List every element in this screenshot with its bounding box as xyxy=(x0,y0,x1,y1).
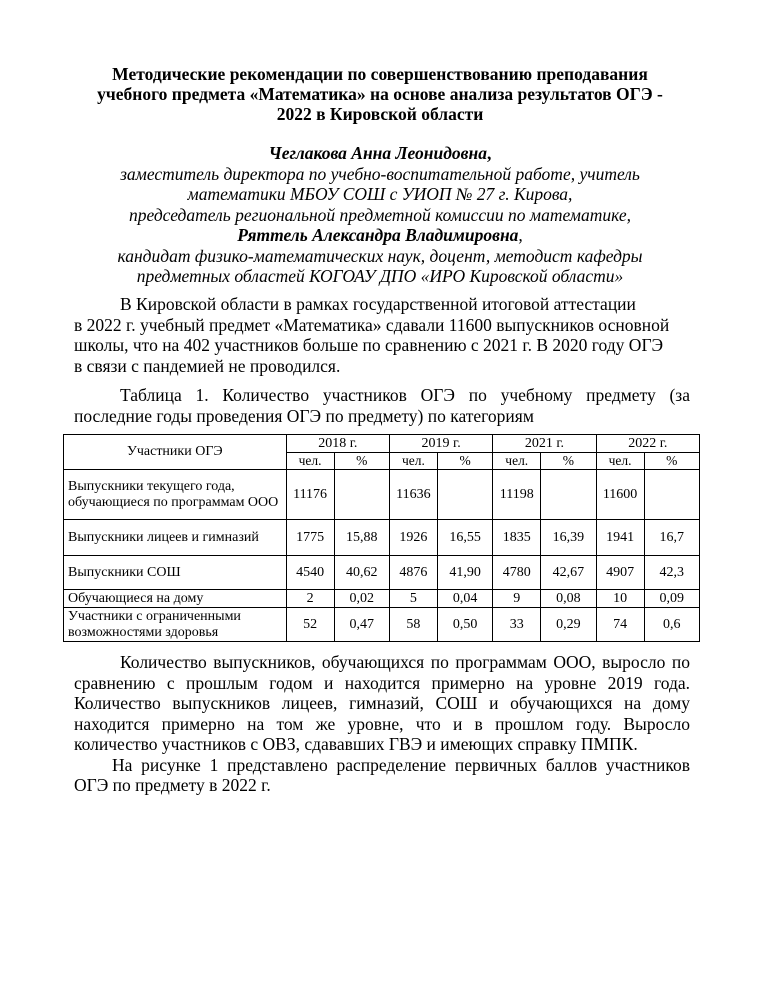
subheader-pct: % xyxy=(437,453,492,470)
table-header-row xyxy=(64,435,700,453)
cell: 0,02 xyxy=(334,590,389,608)
header-year: 2019 г. xyxy=(389,435,492,453)
cell: 11636 xyxy=(389,470,437,520)
header-year: 2021 г. xyxy=(493,435,596,453)
cell: 2 xyxy=(286,590,334,608)
intro-paragraph xyxy=(74,294,690,376)
cell: 15,88 xyxy=(334,520,389,556)
text-line: в связи с пандемией не проводился. xyxy=(74,355,341,376)
table-caption xyxy=(74,385,690,426)
cell: 0,08 xyxy=(541,590,596,608)
author-name-line xyxy=(70,225,690,246)
row-label: Выпускники СОШ xyxy=(64,556,287,590)
text-line: сравнению с прошлым годом и находится примерно на уровне 2019 года. xyxy=(74,672,690,693)
subheader-pct: % xyxy=(334,453,389,470)
author-affiliation: математики МБОУ СОШ с УИОП № 27 г. Кирова, xyxy=(187,184,573,204)
subheader-count: чел. xyxy=(286,453,334,470)
cell: 1835 xyxy=(493,520,541,556)
cell: 0,29 xyxy=(541,608,596,642)
author-name: Ряттель Александра Владимировна xyxy=(237,225,519,245)
header-year: 2018 г. xyxy=(286,435,389,453)
cell: 0,50 xyxy=(437,608,492,642)
cell: 4876 xyxy=(389,556,437,590)
table-row xyxy=(64,520,700,556)
author-affiliation: заместитель директора по учебно-воспитательной работе, учитель xyxy=(120,163,640,184)
authors-block xyxy=(70,143,690,287)
text-line: Таблица 1. Количество участников ОГЭ по учебному предмету (за xyxy=(120,385,690,405)
text-line: в 2022 г. учебный предмет «Математика» сдавали 11600 выпускников основной xyxy=(74,314,670,335)
cell xyxy=(437,470,492,520)
cell: 40,62 xyxy=(334,556,389,590)
row-label: Выпускники лицеев и гимназий xyxy=(64,520,287,556)
cell: 11600 xyxy=(596,470,644,520)
text-line: ОГЭ по предмету в 2022 г. xyxy=(74,775,271,795)
author-affiliation: предметных областей КОГОАУ ДПО «ИРО Кировской области» xyxy=(136,266,624,286)
subheader-count: чел. xyxy=(493,453,541,470)
text-line: Количество выпускников, обучающихся по программам ООО, выросло по xyxy=(120,652,690,672)
text-line: В Кировской области в рамках государственной итоговой аттестации xyxy=(120,294,636,314)
cell: 1775 xyxy=(286,520,334,556)
author-name-suffix: , xyxy=(518,225,523,245)
author-affiliation: кандидат физико-математических наук, доцент, методист кафедры xyxy=(117,245,643,266)
text-line: находится примерно на том же уровне, что и в прошлом году. Выросло xyxy=(74,713,690,734)
text-line: Количество выпускников лицеев, гимназий, СОШ и обучающихся на дому xyxy=(74,693,690,713)
cell: 41,90 xyxy=(437,556,492,590)
cell: 42,67 xyxy=(541,556,596,590)
cell: 58 xyxy=(389,608,437,642)
row-label: Выпускники текущего года, обучающиеся по программам ООО xyxy=(64,470,287,520)
cell: 16,55 xyxy=(437,520,492,556)
text-line: школы, что на 402 участников больше по сравнению с 2021 г. В 2020 году ОГЭ xyxy=(74,335,664,355)
cell: 4780 xyxy=(493,556,541,590)
cell: 42,3 xyxy=(644,556,699,590)
cell: 33 xyxy=(493,608,541,642)
cell xyxy=(541,470,596,520)
header-participants: Участники ОГЭ xyxy=(64,435,287,470)
cell: 16,39 xyxy=(541,520,596,556)
table-row xyxy=(64,470,700,520)
cell: 16,7 xyxy=(644,520,699,556)
cell: 0,09 xyxy=(644,590,699,608)
conclusion-paragraph xyxy=(74,652,690,796)
cell: 10 xyxy=(596,590,644,608)
title-line: Методические рекомендации по совершенствованию преподавания xyxy=(112,64,648,84)
cell: 11176 xyxy=(286,470,334,520)
cell: 4540 xyxy=(286,556,334,590)
text-line: количество участников с ОВЗ, сдававших ГВЭ и имеющих справку ПМПК. xyxy=(74,734,638,754)
title-line: учебного предмета «Математика» на основе анализа результатов ОГЭ - xyxy=(97,84,663,104)
cell: 1926 xyxy=(389,520,437,556)
cell: 0,47 xyxy=(334,608,389,642)
cell: 4907 xyxy=(596,556,644,590)
subheader-pct: % xyxy=(541,453,596,470)
document-title xyxy=(70,64,690,124)
table-row xyxy=(64,608,700,642)
row-label: Участники с ограниченными возможностями здоровья xyxy=(64,608,287,642)
cell: 74 xyxy=(596,608,644,642)
title-line: 2022 в Кировской области xyxy=(276,104,484,124)
row-label: Обучающиеся на дому xyxy=(64,590,287,608)
cell: 11198 xyxy=(493,470,541,520)
cell: 9 xyxy=(493,590,541,608)
subheader-pct: % xyxy=(644,453,699,470)
text-line: последние годы проведения ОГЭ по предмету) по категориям xyxy=(74,405,534,426)
cell xyxy=(644,470,699,520)
cell: 5 xyxy=(389,590,437,608)
cell: 0,04 xyxy=(437,590,492,608)
text-line: На рисунке 1 представлено распределение первичных баллов участников xyxy=(112,754,690,775)
cell: 0,6 xyxy=(644,608,699,642)
table-row xyxy=(64,590,700,608)
author-name: Чеглакова Анна Леонидовна xyxy=(268,143,487,163)
cell xyxy=(334,470,389,520)
cell: 1941 xyxy=(596,520,644,556)
header-year: 2022 г. xyxy=(596,435,699,453)
author-name-line xyxy=(70,143,690,164)
subheader-count: чел. xyxy=(389,453,437,470)
author-name-suffix: , xyxy=(486,143,492,163)
table-row xyxy=(64,556,700,590)
participants-table xyxy=(63,434,700,642)
author-affiliation: председатель региональной предметной комиссии по математике, xyxy=(129,204,631,225)
subheader-count: чел. xyxy=(596,453,644,470)
cell: 52 xyxy=(286,608,334,642)
